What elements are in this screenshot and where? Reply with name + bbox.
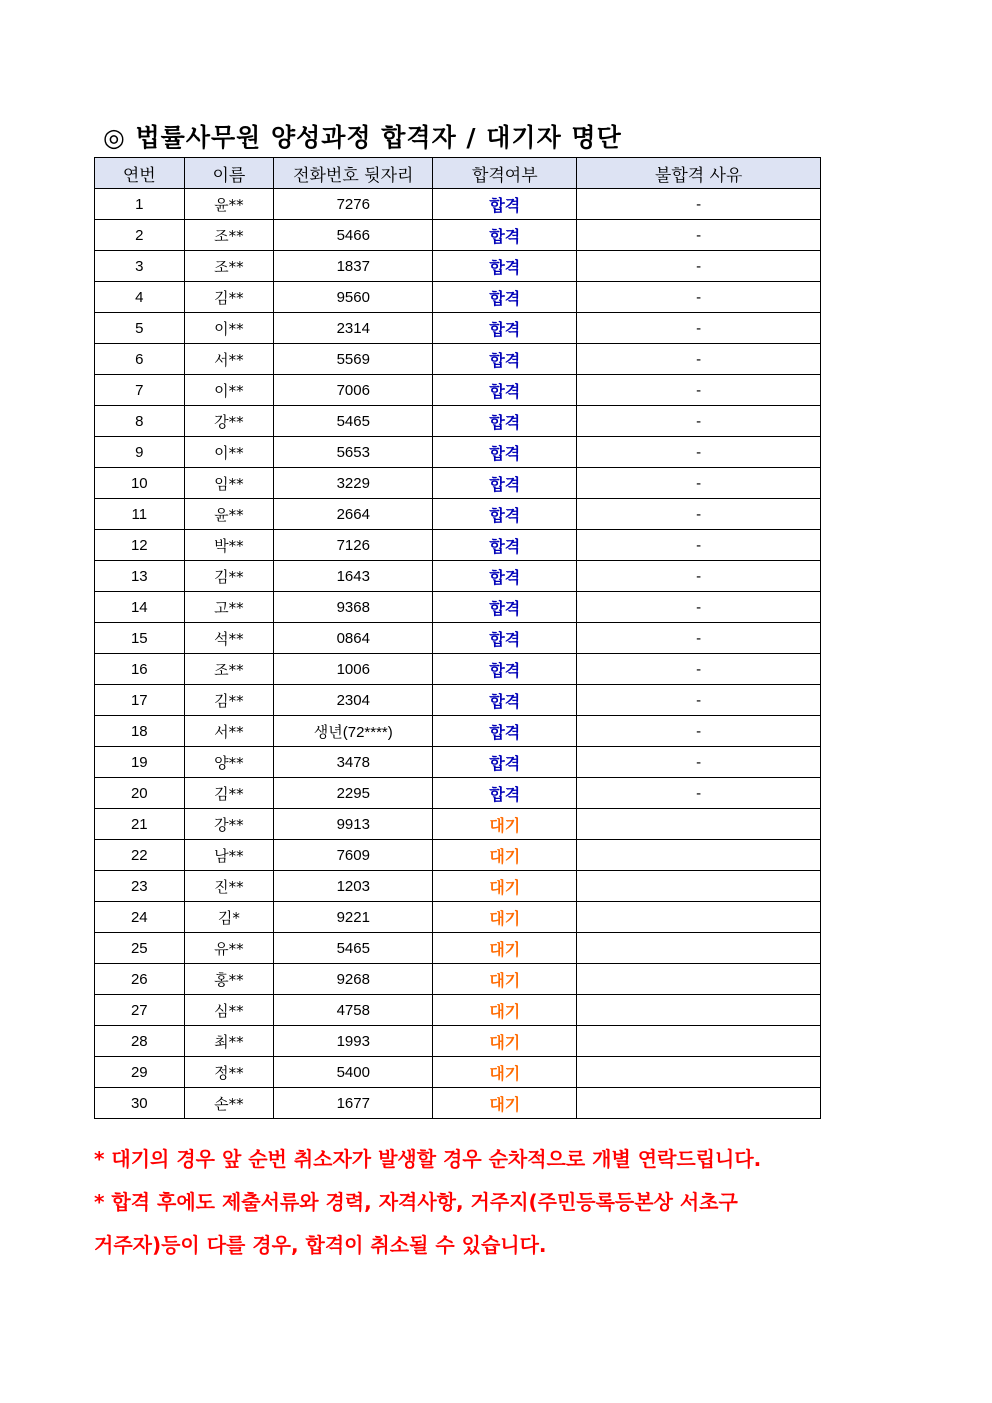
row-status: 합격 xyxy=(433,282,577,313)
row-number: 23 xyxy=(95,871,185,902)
table-header-row xyxy=(95,158,821,189)
row-number: 6 xyxy=(95,344,185,375)
row-status: 합격 xyxy=(433,530,577,561)
row-phone: 2664 xyxy=(274,499,433,530)
row-phone: 9368 xyxy=(274,592,433,623)
row-phone: 5466 xyxy=(274,220,433,251)
row-phone: 5400 xyxy=(274,1057,433,1088)
row-status: 합격 xyxy=(433,592,577,623)
row-number: 16 xyxy=(95,654,185,685)
row-number: 10 xyxy=(95,468,185,499)
row-reason xyxy=(577,995,821,1026)
table-row xyxy=(95,747,821,778)
row-name: 강** xyxy=(184,406,274,437)
row-reason: - xyxy=(577,685,821,716)
table-row xyxy=(95,995,821,1026)
row-reason: - xyxy=(577,778,821,809)
row-name: 조** xyxy=(184,654,274,685)
row-reason xyxy=(577,964,821,995)
row-name: 서** xyxy=(184,716,274,747)
row-status: 합격 xyxy=(433,220,577,251)
row-status: 대기 xyxy=(433,809,577,840)
row-name: 심** xyxy=(184,995,274,1026)
row-name: 조** xyxy=(184,251,274,282)
table-row xyxy=(95,840,821,871)
row-number: 30 xyxy=(95,1088,185,1119)
table-row xyxy=(95,1026,821,1057)
row-name: 최** xyxy=(184,1026,274,1057)
row-number: 26 xyxy=(95,964,185,995)
table-row xyxy=(95,1057,821,1088)
row-phone: 7006 xyxy=(274,375,433,406)
row-reason: - xyxy=(577,468,821,499)
row-number: 17 xyxy=(95,685,185,716)
row-reason xyxy=(577,840,821,871)
row-name: 진** xyxy=(184,871,274,902)
row-name: 이** xyxy=(184,313,274,344)
row-status: 대기 xyxy=(433,995,577,1026)
row-name: 김* xyxy=(184,902,274,933)
row-phone: 생년(72****) xyxy=(274,716,433,747)
row-name: 남** xyxy=(184,840,274,871)
row-phone: 5653 xyxy=(274,437,433,468)
row-number: 2 xyxy=(95,220,185,251)
row-phone: 4758 xyxy=(274,995,433,1026)
row-status: 합격 xyxy=(433,189,577,220)
note-line: 거주자)등이 다를 경우, 합격이 취소될 수 있습니다. xyxy=(94,1233,547,1257)
row-status: 합격 xyxy=(433,623,577,654)
row-name: 김** xyxy=(184,778,274,809)
row-phone: 1203 xyxy=(274,871,433,902)
row-reason: - xyxy=(577,747,821,778)
row-number: 9 xyxy=(95,437,185,468)
row-phone: 3229 xyxy=(274,468,433,499)
row-name: 홍** xyxy=(184,964,274,995)
row-number: 28 xyxy=(95,1026,185,1057)
table-row xyxy=(95,375,821,406)
row-reason xyxy=(577,1026,821,1057)
row-status: 대기 xyxy=(433,1026,577,1057)
row-name: 정** xyxy=(184,1057,274,1088)
row-phone: 2314 xyxy=(274,313,433,344)
row-number: 24 xyxy=(95,902,185,933)
header-reason: 불합격 사유 xyxy=(577,158,821,189)
row-phone: 2295 xyxy=(274,778,433,809)
table-body xyxy=(95,189,821,1119)
table-row xyxy=(95,313,821,344)
row-phone: 1006 xyxy=(274,654,433,685)
row-status: 합격 xyxy=(433,313,577,344)
row-phone: 7126 xyxy=(274,530,433,561)
row-number: 27 xyxy=(95,995,185,1026)
table-row xyxy=(95,437,821,468)
header-status: 합격여부 xyxy=(433,158,577,189)
row-name: 이** xyxy=(184,437,274,468)
header-name: 이름 xyxy=(184,158,274,189)
row-reason: - xyxy=(577,344,821,375)
row-number: 21 xyxy=(95,809,185,840)
row-reason: - xyxy=(577,499,821,530)
row-status: 합격 xyxy=(433,716,577,747)
row-number: 1 xyxy=(95,189,185,220)
row-name: 고** xyxy=(184,592,274,623)
row-status: 합격 xyxy=(433,654,577,685)
row-name: 양** xyxy=(184,747,274,778)
row-number: 29 xyxy=(95,1057,185,1088)
row-phone: 3478 xyxy=(274,747,433,778)
row-name: 강** xyxy=(184,809,274,840)
row-status: 합격 xyxy=(433,344,577,375)
row-reason: - xyxy=(577,313,821,344)
row-reason: - xyxy=(577,561,821,592)
row-name: 이** xyxy=(184,375,274,406)
row-name: 김** xyxy=(184,685,274,716)
table-row xyxy=(95,933,821,964)
row-reason xyxy=(577,809,821,840)
row-number: 13 xyxy=(95,561,185,592)
row-phone: 1643 xyxy=(274,561,433,592)
row-number: 20 xyxy=(95,778,185,809)
table-row xyxy=(95,499,821,530)
row-status: 합격 xyxy=(433,778,577,809)
row-name: 조** xyxy=(184,220,274,251)
row-status: 합격 xyxy=(433,561,577,592)
row-status: 대기 xyxy=(433,1088,577,1119)
row-status: 대기 xyxy=(433,840,577,871)
row-number: 22 xyxy=(95,840,185,871)
row-phone: 9913 xyxy=(274,809,433,840)
row-number: 15 xyxy=(95,623,185,654)
row-reason: - xyxy=(577,375,821,406)
row-reason: - xyxy=(577,437,821,468)
row-reason xyxy=(577,1057,821,1088)
row-number: 18 xyxy=(95,716,185,747)
row-status: 합격 xyxy=(433,499,577,530)
row-phone: 1993 xyxy=(274,1026,433,1057)
note-line: * 대기의 경우 앞 순번 취소자가 발생할 경우 순차적으로 개별 연락드립니다. xyxy=(94,1147,762,1171)
row-reason: - xyxy=(577,251,821,282)
row-number: 7 xyxy=(95,375,185,406)
row-phone: 1837 xyxy=(274,251,433,282)
row-reason: - xyxy=(577,189,821,220)
table-row xyxy=(95,685,821,716)
page-title: ◎ 법률사무원 양성과정 합격자 / 대기자 명단 xyxy=(103,123,622,152)
table-row xyxy=(95,871,821,902)
row-reason: - xyxy=(577,406,821,437)
row-status: 합격 xyxy=(433,685,577,716)
row-reason xyxy=(577,902,821,933)
table-row xyxy=(95,530,821,561)
row-reason: - xyxy=(577,530,821,561)
row-reason: - xyxy=(577,654,821,685)
row-name: 유** xyxy=(184,933,274,964)
row-status: 합격 xyxy=(433,251,577,282)
row-number: 8 xyxy=(95,406,185,437)
table-row xyxy=(95,716,821,747)
row-phone: 9268 xyxy=(274,964,433,995)
table-row xyxy=(95,592,821,623)
row-phone: 5569 xyxy=(274,344,433,375)
row-status: 합격 xyxy=(433,437,577,468)
row-phone: 5465 xyxy=(274,933,433,964)
row-phone: 5465 xyxy=(274,406,433,437)
row-name: 김** xyxy=(184,561,274,592)
row-name: 석** xyxy=(184,623,274,654)
row-reason xyxy=(577,933,821,964)
row-reason xyxy=(577,871,821,902)
row-reason xyxy=(577,1088,821,1119)
row-reason: - xyxy=(577,592,821,623)
row-name: 임** xyxy=(184,468,274,499)
table-row xyxy=(95,902,821,933)
row-phone: 2304 xyxy=(274,685,433,716)
row-name: 김** xyxy=(184,282,274,313)
table-row xyxy=(95,344,821,375)
table-row xyxy=(95,282,821,313)
table-row xyxy=(95,1088,821,1119)
row-status: 합격 xyxy=(433,406,577,437)
row-number: 3 xyxy=(95,251,185,282)
row-status: 대기 xyxy=(433,1057,577,1088)
row-reason: - xyxy=(577,716,821,747)
table-row xyxy=(95,809,821,840)
table-row xyxy=(95,561,821,592)
table-row xyxy=(95,964,821,995)
table-row xyxy=(95,251,821,282)
header-no: 연번 xyxy=(95,158,185,189)
table-row xyxy=(95,778,821,809)
row-name: 박** xyxy=(184,530,274,561)
roster-table xyxy=(94,157,821,1119)
row-reason: - xyxy=(577,282,821,313)
notes xyxy=(94,1138,894,1267)
row-phone: 7276 xyxy=(274,189,433,220)
row-phone: 1677 xyxy=(274,1088,433,1119)
row-name: 윤** xyxy=(184,189,274,220)
table-row xyxy=(95,406,821,437)
row-number: 5 xyxy=(95,313,185,344)
row-status: 대기 xyxy=(433,902,577,933)
row-reason: - xyxy=(577,220,821,251)
row-number: 25 xyxy=(95,933,185,964)
header-phone: 전화번호 뒷자리 xyxy=(274,158,433,189)
table-row xyxy=(95,189,821,220)
row-number: 12 xyxy=(95,530,185,561)
table-row xyxy=(95,468,821,499)
row-status: 대기 xyxy=(433,933,577,964)
row-status: 합격 xyxy=(433,468,577,499)
row-phone: 9221 xyxy=(274,902,433,933)
row-status: 합격 xyxy=(433,375,577,406)
row-number: 4 xyxy=(95,282,185,313)
row-status: 대기 xyxy=(433,871,577,902)
table-row xyxy=(95,623,821,654)
row-number: 14 xyxy=(95,592,185,623)
row-number: 19 xyxy=(95,747,185,778)
row-name: 손** xyxy=(184,1088,274,1119)
row-reason: - xyxy=(577,623,821,654)
table-row xyxy=(95,220,821,251)
row-name: 서** xyxy=(184,344,274,375)
row-name: 윤** xyxy=(184,499,274,530)
note-line: * 합격 후에도 제출서류와 경력, 자격사항, 거주지(주민등록등본상 서초구 xyxy=(94,1190,738,1214)
row-phone: 0864 xyxy=(274,623,433,654)
row-phone: 7609 xyxy=(274,840,433,871)
row-status: 대기 xyxy=(433,964,577,995)
row-number: 11 xyxy=(95,499,185,530)
table-row xyxy=(95,654,821,685)
row-phone: 9560 xyxy=(274,282,433,313)
row-status: 합격 xyxy=(433,747,577,778)
